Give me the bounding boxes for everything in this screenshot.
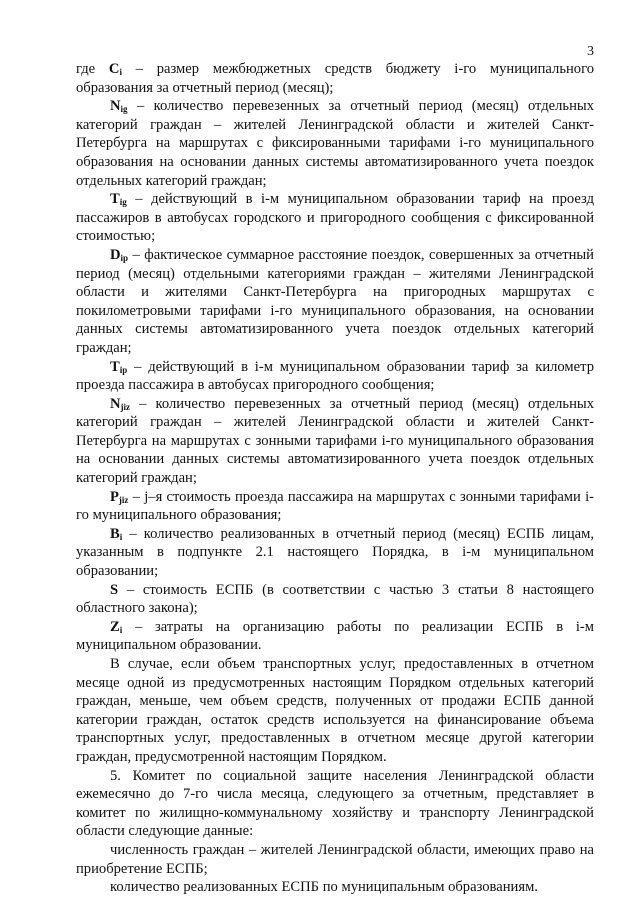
document-body [76,60,594,897]
definition-text: – количество перевезенных за отчетный период (месяц) отдельных категорий граждан – жителей Ленинградской области и жителей Санкт-Петербурга на маршрутах с фиксированными тарифами i-го муниципального образования на основании данных системы автоматизированного учета поездок отдельных категорий граждан; [76,98,594,189]
definition-item [76,60,594,97]
definition-text: – размер межбюджетных средств бюджету i-го муниципального образования за отчетный период (месяц); [76,61,594,96]
definition-text: – затраты на организацию работы по реализации ЕСПБ в i-м муниципальном образовании. [76,618,594,654]
body-paragraph: В случае, если объем транспортных услуг, предоставленных в отчетном месяце одной из предусмотренных настоящим Порядком отдельных категорий граждан, меньше, чем объем средств, полученных от продажи ЕСПБ данной категории граждан, остаток средств используется на финансирование объема транспортных услуг, предоставленных в отчетном месяце другой категории граждан, предусмотренной настоящим Порядком. [76,656,594,765]
definition-text: – фактическое суммарное расстояние поездок, совершенных за отчетный период (месяц) отдельными категориями граждан – жителями Ленинградской области и жителями Санкт-Петербурга на пригородных маршрутах с покилометровыми тарифами i-го муниципального образования, на основании данных системы автоматизированного учета поездок отдельных категорий граждан; [76,246,594,356]
definition-subscript: ip [119,364,128,375]
definition-text: – j–я стоимость проезда пассажира на маршрутах с зонными тарифами i-го муниципального образования; [76,488,594,524]
definition-text: – количество перевезенных за отчетный период (месяц) отдельных категорий граждан – жителей Ленинградской области и жителей Санкт-Петербурга на маршрутах с зонными тарифами i-го муниципального образования на основании данных системы автоматизированного учета поездок отдельных категорий граждан; [76,395,594,487]
definition-item [76,618,594,655]
page-number: 3 [587,44,594,59]
definition-symbol: D [110,246,121,263]
definition-item [76,395,594,488]
definition-symbol: Z [110,618,120,635]
body-paragraph: 5. Комитет по социальной защите населения Ленинградской области ежемесячно до 7-го числа месяца, следующего за отчетным, представляет в комитет по жилищно-коммунальному хозяйству и транспорту Ленинградской области следующие данные: [76,767,594,840]
definition-symbol: N [110,395,121,412]
definition-item [76,358,594,395]
definition-symbol: C [108,61,120,77]
definition-subscript: ig [119,197,127,208]
definition-symbol: P [110,488,119,505]
definition-symbol: S [110,581,119,598]
definition-subscript: jiz [120,401,131,412]
definition-subscript: jiz [118,494,129,505]
definition-symbol: T [110,191,120,208]
body-paragraph: численность граждан – жителей Ленинградской области, имеющих право на приобретение ЕСПБ; [76,841,594,877]
definition-subscript: i [119,67,122,77]
definition-subscript: i [119,624,123,635]
definition-subscript: ig [120,104,128,115]
definition-subscript: i [119,531,123,542]
body-paragraph: количество реализованных ЕСПБ по муниципальным образованиям. [110,879,538,896]
definition-text: – стоимость ЕСПБ (в соответствии с частью 3 статьи 8 настоящего областного закона); [76,581,594,617]
definition-text: – действующий в i-м муниципальном образовании тариф на проезд пассажиров в автобусах городского и пригородного сообщения с фиксированной стоимостью; [76,191,594,245]
definition-symbol: N [110,98,121,115]
definition-item [76,488,594,525]
definition-subscript: ip [120,252,129,263]
definition-item [76,525,594,581]
definition-item [76,97,594,190]
definition-prefix: где [76,61,109,77]
definition-symbol: T [110,358,120,375]
definition-text: – количество реализованных в отчетный период (месяц) ЕСПБ лицам, указанным в подпункте 2.1 настоящего Порядка, в i-м муниципальном образовании; [76,525,594,580]
definition-text: – действующий в i-м муниципальном образовании тариф за километр проезда пассажира в автобусах пригородного сообщения; [76,358,594,394]
definition-item [76,581,594,618]
definition-item [76,190,594,246]
definition-item [76,246,594,358]
definition-symbol: B [110,525,120,542]
